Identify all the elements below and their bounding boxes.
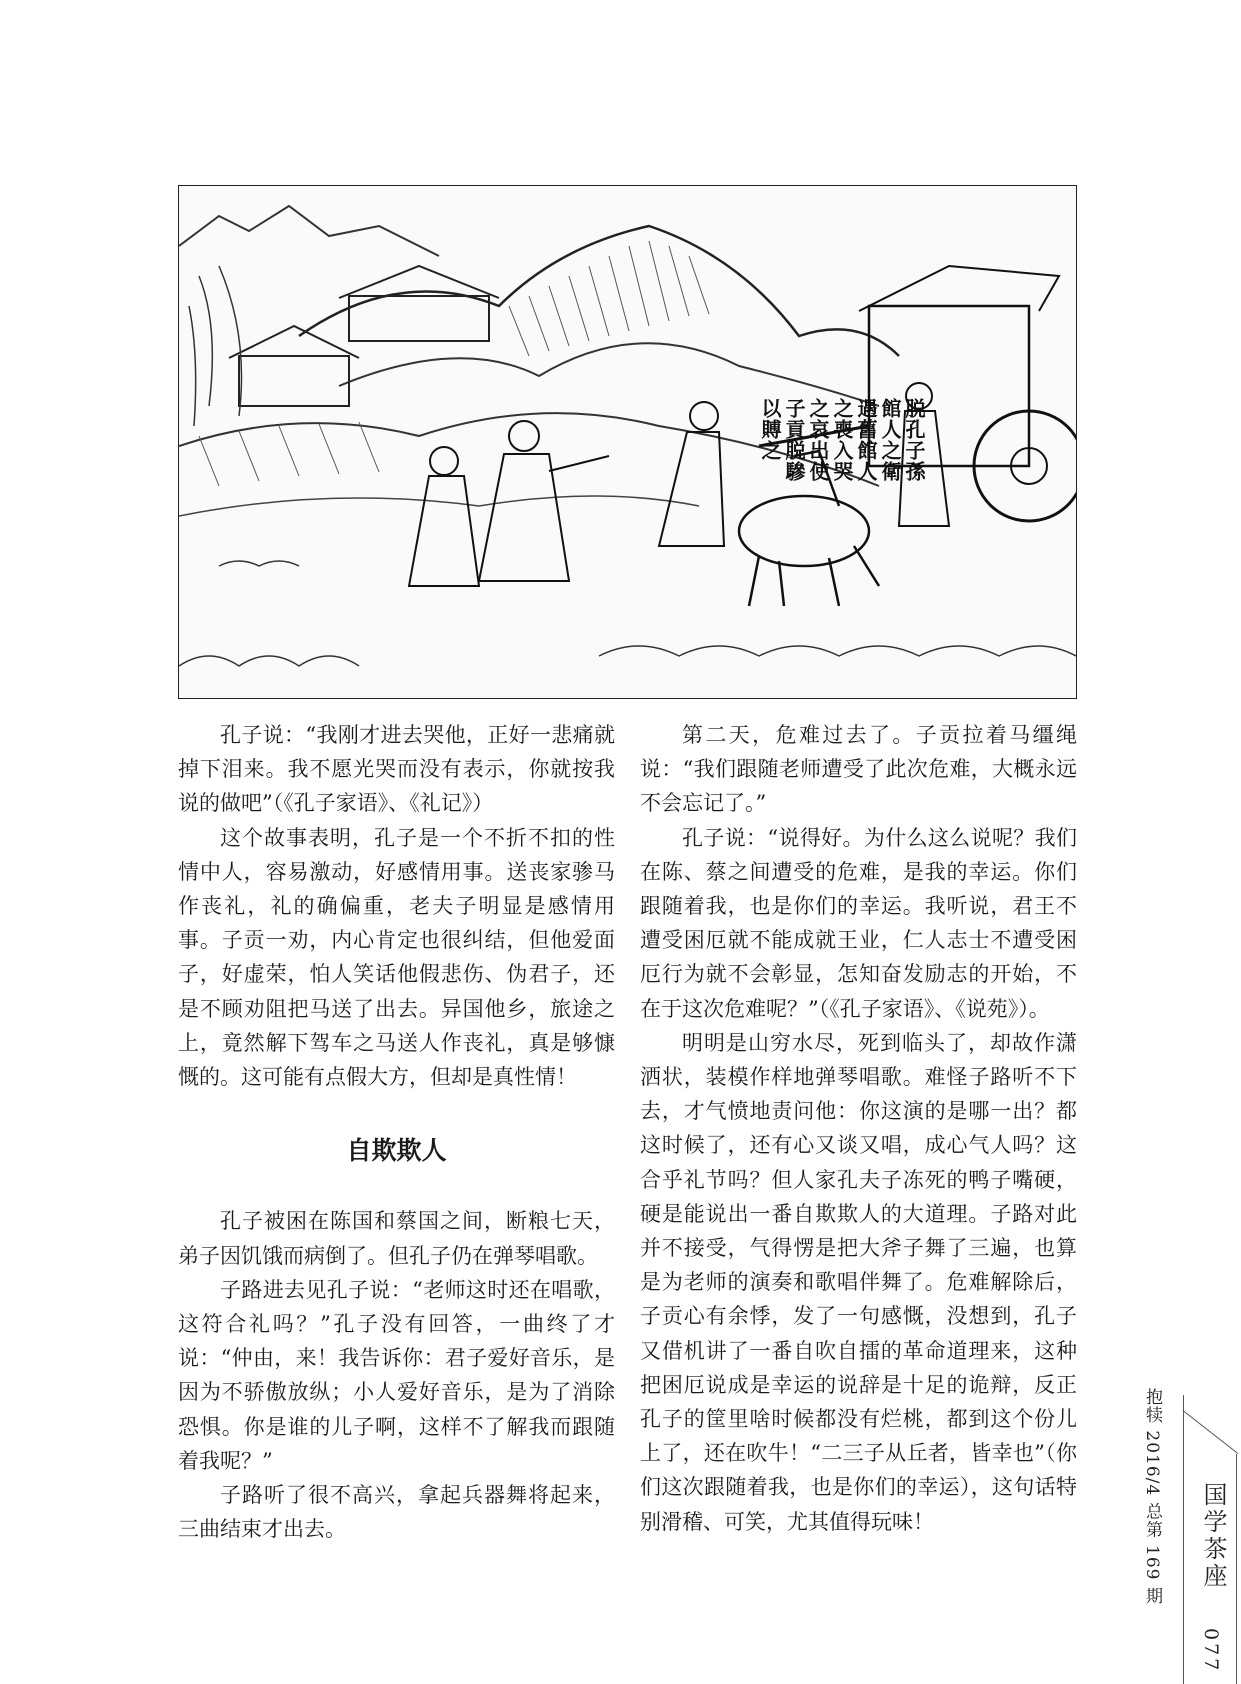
- illustration-drawing: [179, 186, 1076, 698]
- paragraph: 第二天，危难过去了。子贡拉着马缰绳说：“我们跟随老师遭受了此次危难，大概永远不会忘记了。”: [640, 723, 1077, 816]
- sidebar-diagonal: [1182, 1410, 1238, 1454]
- paragraph: 明明是山穷水尽，死到临头了，却故作潇洒状，装模作样地弹琴唱歌。难怪子路听不下去，才气愤地责问他：你这演的是哪一出？都这时候了，还有心又谈又唱，成心气人吗？这合乎礼节吗？但人家孔夫子冻死的鸭子嘴硬，硬是能说出一番自欺欺人的大道理。子路对此并不接受，气得愣是把大斧子舞了三遍，也算是为老师的演奏和歌唱伴舞了。危难解除后，子贡心有余悸，发了一句感慨，没想到，孔子又借机讲了一番自吹自擂的革命道理来，这种把困厄说成是幸运的说辞是十足的诡辩，反正孔子的筐里啥时候都没有烂桃，都到这个份儿上了，还在吹牛！“二三子从丘者，皆幸也”（你们这次跟随着我，也是你们的幸运），这句话特别滑稽、可笑，尤其值得玩味！: [640, 1030, 1077, 1534]
- paragraph: 子路进去见孔子说：“老师这时还在唱歌，这符合礼吗？”孔子没有回答，一曲终了才说：“仲由，来！我告诉你：君子爱好音乐，是因为不骄傲放纵；小人爱好音乐，是为了消除恐惧。你是谁的儿子啊，这样不了解我而跟随着我呢？”: [178, 1277, 615, 1473]
- mountain-ridge: [299, 226, 899, 356]
- paragraph: 子路听了很不高兴，拿起兵器舞将起来，三曲结束才出去。: [178, 1483, 615, 1542]
- paragraph: 孔子说：“说得好。为什么这么说呢？我们在陈、蔡之间遭受的危难，是我的幸运。你们跟随着我，也是你们的幸运。我听说，君王不遭受困厄就不能成就王业，仁人志士不遭受困厄行为就不会彰显，怎知奋发励志的开始，不在于这次危难呢？”（《孔子家语》、《说苑》）。: [640, 825, 1077, 1021]
- house-left: [239, 356, 349, 406]
- page-number: 077: [1200, 1628, 1222, 1674]
- woodblock-illustration: [178, 185, 1077, 699]
- left-column: [178, 718, 615, 1546]
- sidebar-edge: [1236, 1454, 1237, 1684]
- figure-left: [409, 447, 479, 586]
- willow-tree: [189, 266, 242, 426]
- right-column: [640, 718, 1077, 1539]
- illustration-inscription: 脱孔子孫館人之衛遇舊館人之喪入哭之哀出使子貢脱驂以賻之: [758, 398, 926, 482]
- figure-confucius: [479, 421, 609, 581]
- distant-mountain: [179, 206, 439, 256]
- section-title: 自欺欺人: [346, 1136, 447, 1166]
- sidebar-divider: [1183, 1395, 1184, 1684]
- house-back: [349, 296, 489, 341]
- paragraph: 孔子被困在陈国和蔡国之间，断粮七天，弟子因饥饿而病倒了。但孔子仍在弹琴唱歌。: [178, 1209, 615, 1268]
- column-title: 国学茶座: [1199, 1482, 1227, 1590]
- paragraph: 这个故事表明，孔子是一个不折不扣的性情中人，容易激动，好感情用事。送丧家骖马作丧礼，礼的确偏重，老夫子明显是感情用事。子贡一劝，内心肯定也很纠结，但他爱面子，好虚荣，怕人笑话他假悲伤、伪君子，还是不顾劝阻把马送了出去。异国他乡，旅途之上，竟然解下驾车之马送人作丧礼，真是够慷慨的。这可能有点假大方，但却是真性情！: [178, 825, 615, 1090]
- journal-folio: 抱犊 2016/4 总第 169 期: [1142, 1388, 1162, 1605]
- paragraph: 孔子说：“我刚才进去哭他，正好一悲痛就掉下泪来。我不愿光哭而没有表示，你就按我说的做吧”（《孔子家语》、《礼记》）: [178, 723, 615, 816]
- figure-zigong: [659, 402, 724, 546]
